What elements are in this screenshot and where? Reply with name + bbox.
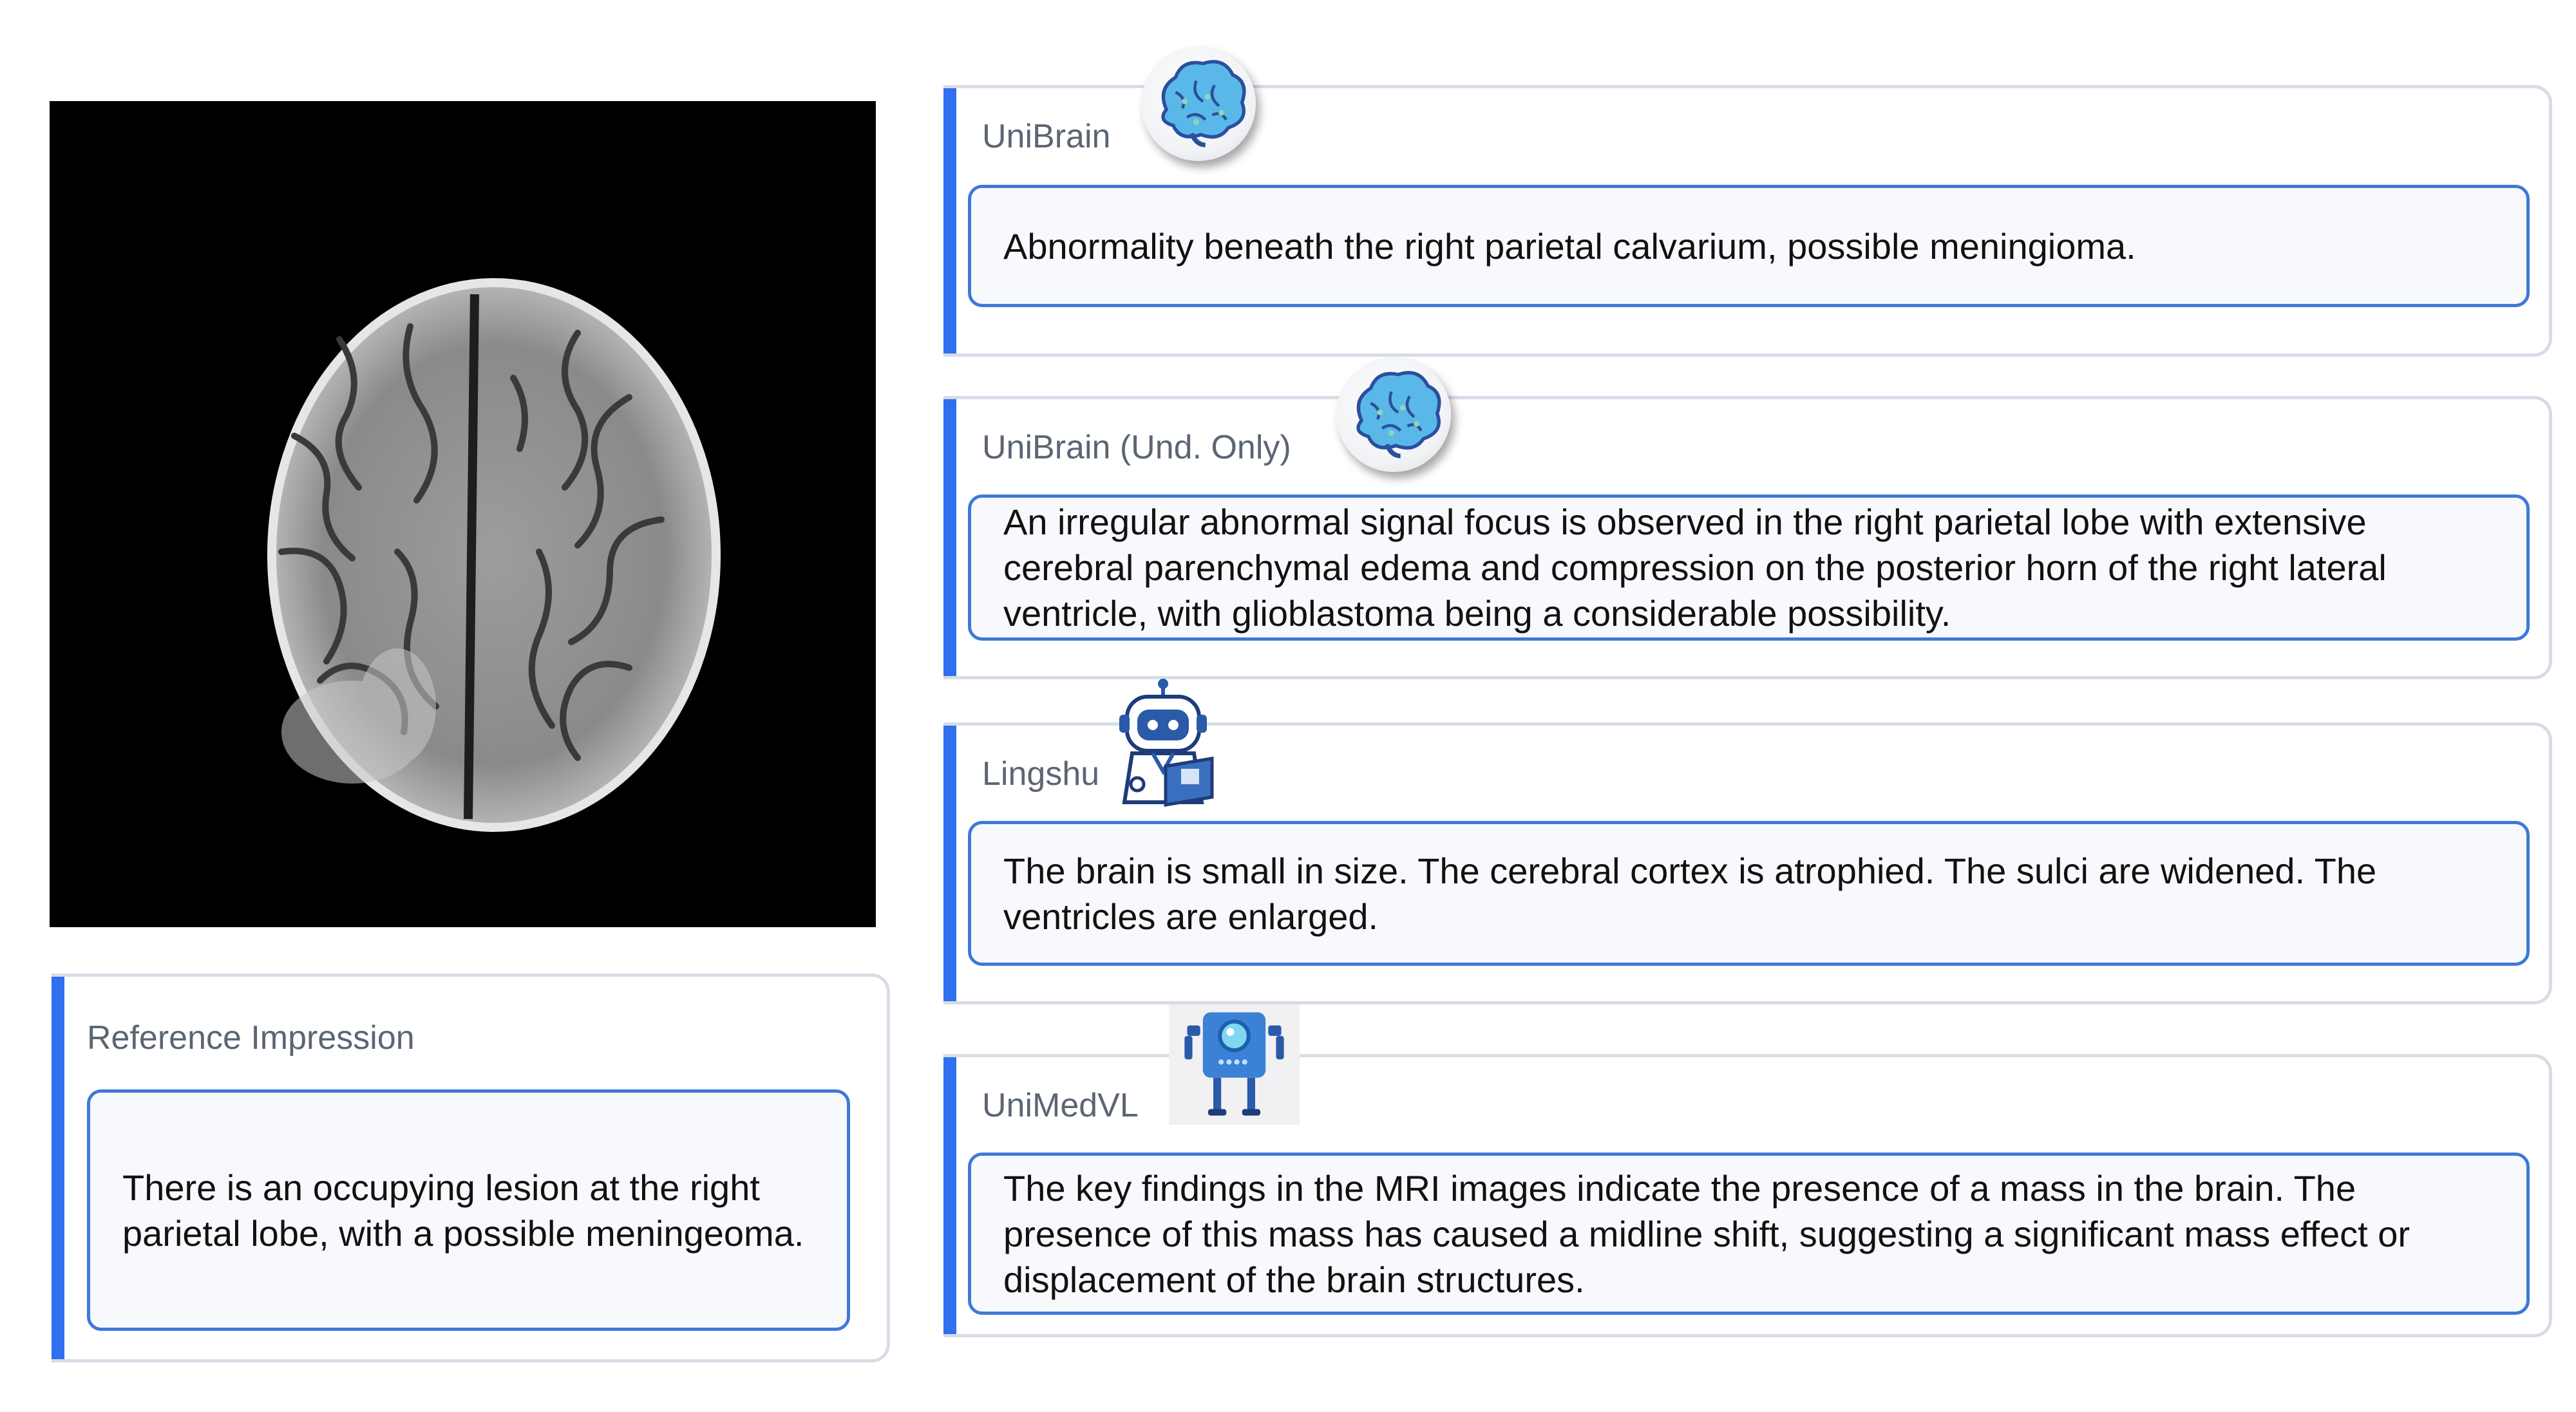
model-name: UniBrain (982, 118, 1111, 155)
reference-impression-label: Reference Impression (87, 1019, 415, 1057)
model-name: UniMedVL (982, 1087, 1139, 1124)
robot-icon (1169, 1004, 1300, 1125)
card-accent-bar (52, 977, 64, 1359)
card-accent-bar (943, 1057, 956, 1334)
brain-icon (1336, 357, 1451, 472)
mri-brain-image (50, 101, 876, 927)
mri-brain-image-graphic (50, 101, 876, 927)
model-output-text: The key findings in the MRI images indicate the presence of a mass in the brain. The presence of this mass has caused a midline shift, suggesting a significant mass effect or displacement of the brain structures. (968, 1153, 2530, 1315)
card-accent-bar (943, 399, 956, 676)
model-output-text: The brain is small in size. The cerebral cortex is atrophied. The sulci are widened. The ventricles are enlarged. (968, 821, 2530, 966)
model-output-text: Abnormality beneath the right parietal calvarium, possible meningioma. (968, 185, 2530, 307)
model-output-text: An irregular abnormal signal focus is observed in the right parietal lobe with extensive cerebral parenchymal edema and compression on the posterior horn of the right lateral ventricle, with glioblastoma being a considerable possibility. (968, 494, 2530, 641)
model-name: UniBrain (Und. Only) (982, 429, 1291, 466)
card-accent-bar (943, 88, 956, 353)
reference-impression-text: There is an occupying lesion at the right parietal lobe, with a possible meningeoma. (87, 1089, 850, 1331)
reference-impression-card (52, 974, 890, 1362)
model-name: Lingshu (982, 755, 1100, 793)
robot-doctor-icon (1114, 676, 1224, 811)
model-card-unibrain-und-only (943, 396, 2552, 679)
brain-icon (1141, 46, 1256, 161)
card-accent-bar (943, 726, 956, 1001)
